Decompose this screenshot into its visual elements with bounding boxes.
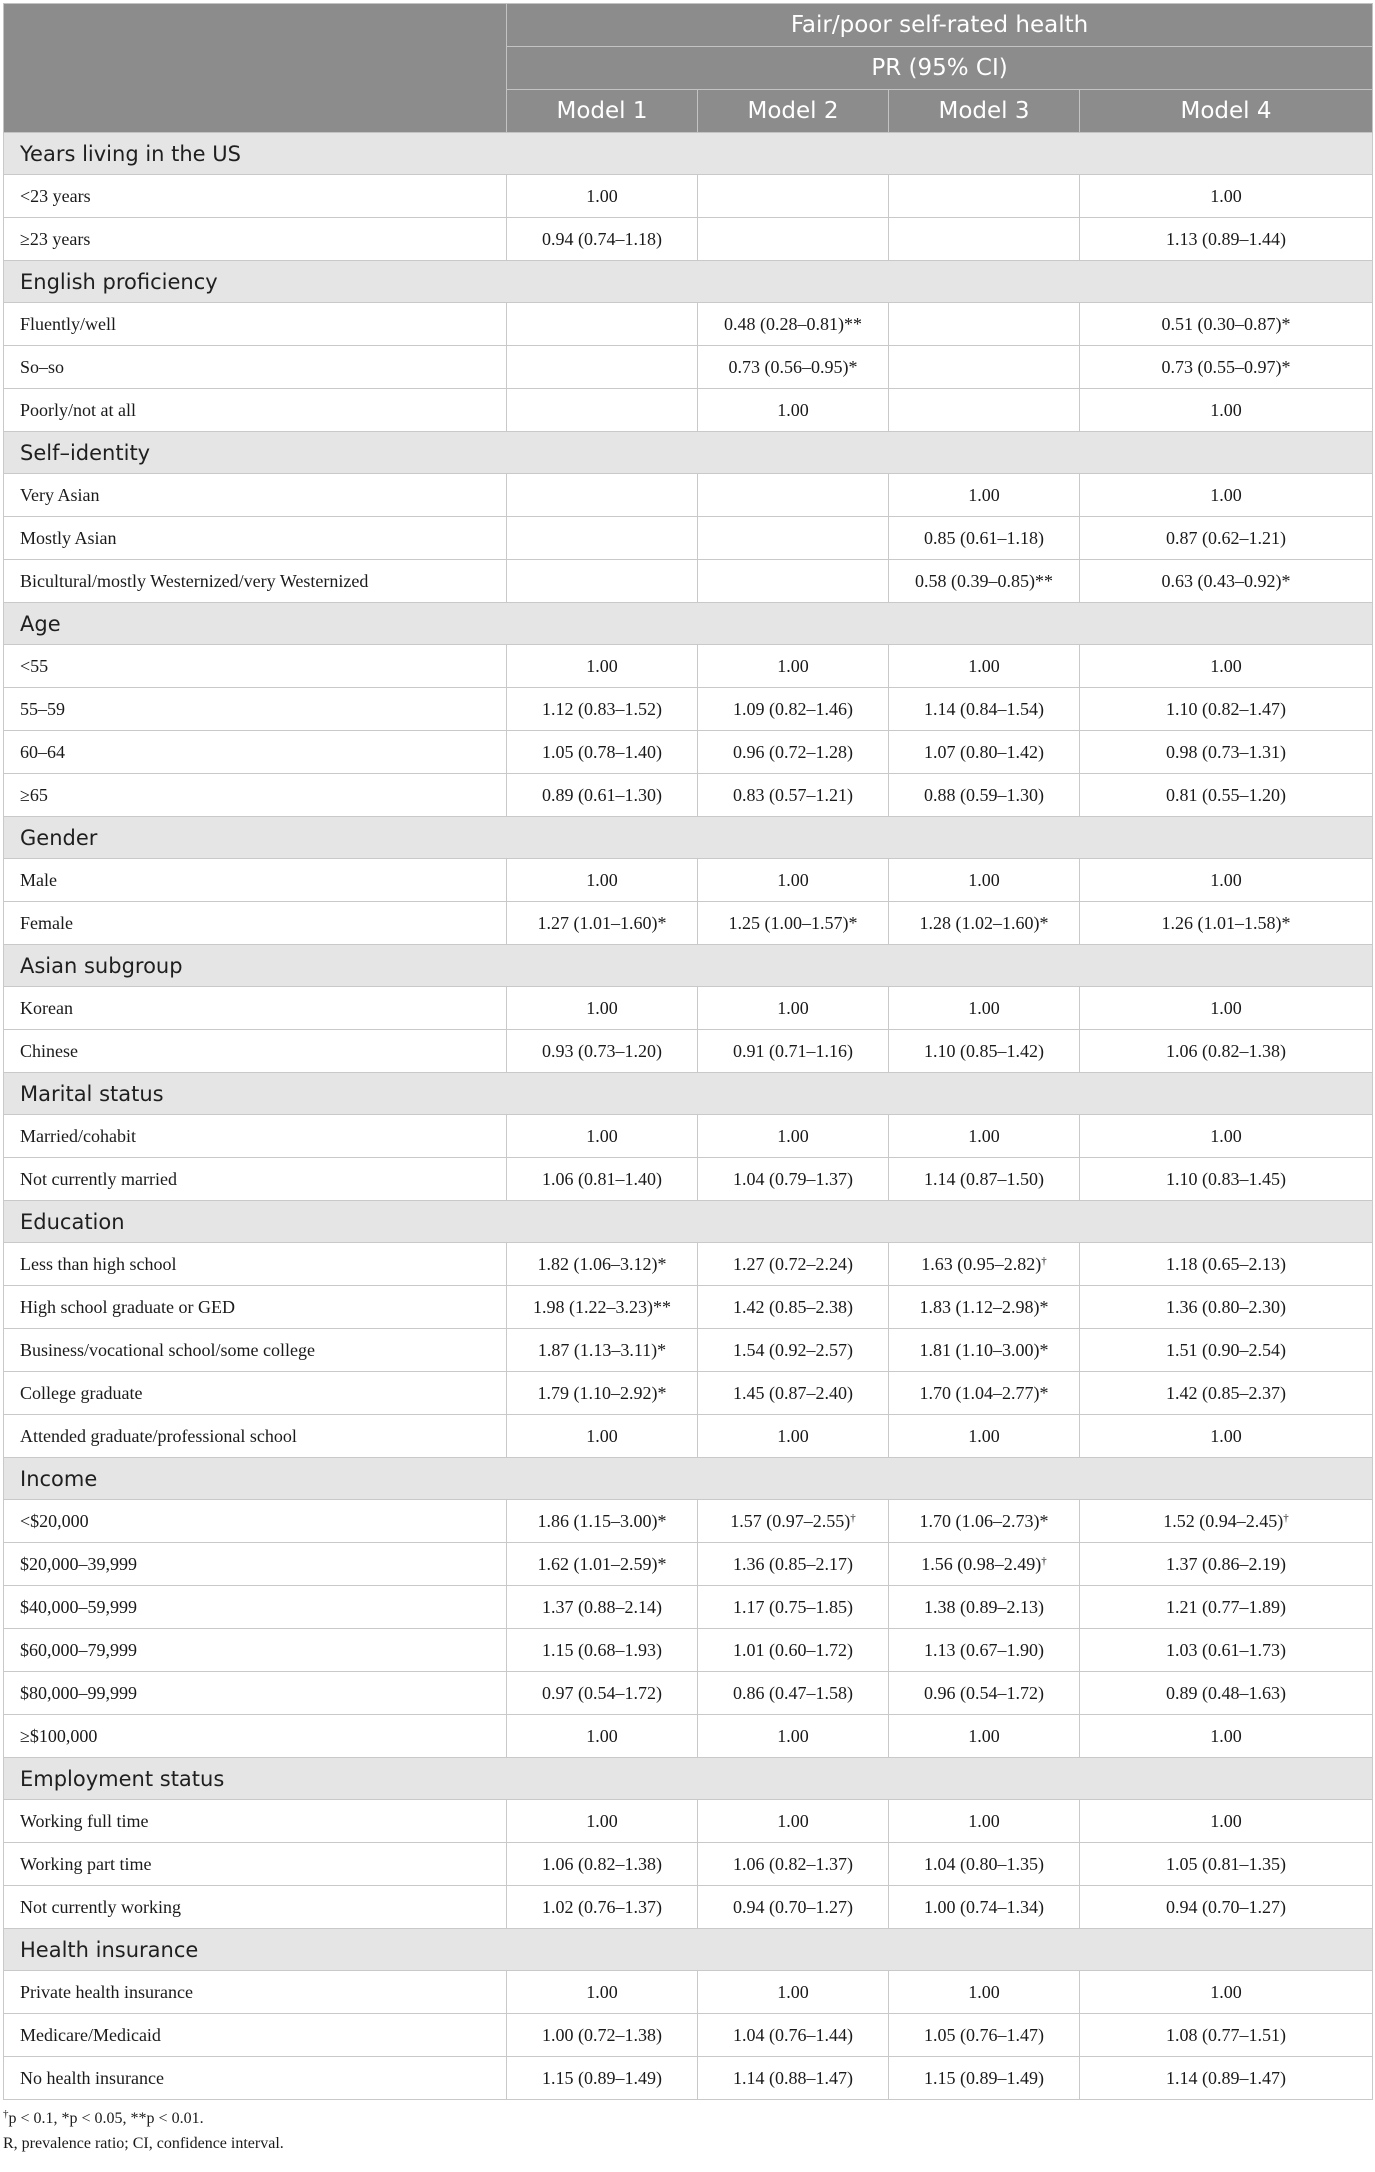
table-row <box>4 1500 1373 1543</box>
cell-model-3: 0.88 (0.59–1.30) <box>889 774 1080 817</box>
cell-model-1: 1.37 (0.88–2.14) <box>507 1586 698 1629</box>
row-label: Not currently working <box>4 1886 507 1929</box>
cell-model-4: 1.13 (0.89–1.44) <box>1080 218 1373 261</box>
cell-model-1: 1.00 <box>507 1800 698 1843</box>
table-row <box>4 1158 1373 1201</box>
section-header-row <box>4 603 1373 645</box>
table-row <box>4 987 1373 1030</box>
cell-model-2: 0.48 (0.28–0.81)** <box>698 303 889 346</box>
footnote-dagger: † <box>3 2108 9 2120</box>
row-label: $60,000–79,999 <box>4 1629 507 1672</box>
cell-model-2: 1.00 <box>698 1415 889 1458</box>
cell-model-1 <box>507 517 698 560</box>
section-header-row <box>4 1758 1373 1800</box>
section-header-row <box>4 1073 1373 1115</box>
cell-model-4: 1.52 (0.94–2.45)† <box>1080 1500 1373 1543</box>
cell-model-3: 1.00 <box>889 1971 1080 2014</box>
section-header-row <box>4 133 1373 175</box>
cell-model-4: 1.00 <box>1080 1115 1373 1158</box>
cell-model-1: 1.06 (0.82–1.38) <box>507 1843 698 1886</box>
cell-model-2: 1.04 (0.76–1.44) <box>698 2014 889 2057</box>
header-title: Fair/poor self-rated health <box>507 4 1373 47</box>
row-label: 60–64 <box>4 731 507 774</box>
row-label: Married/cohabit <box>4 1115 507 1158</box>
cell-model-3: 1.00 <box>889 474 1080 517</box>
table-row <box>4 389 1373 432</box>
cell-model-3: 1.00 <box>889 859 1080 902</box>
cell-model-1: 1.79 (1.10–2.92)* <box>507 1372 698 1415</box>
section-title: Years living in the US <box>4 133 1373 175</box>
cell-model-2: 1.04 (0.79–1.37) <box>698 1158 889 1201</box>
row-label: Less than high school <box>4 1243 507 1286</box>
row-label: <55 <box>4 645 507 688</box>
cell-model-2: 1.00 <box>698 987 889 1030</box>
table-row <box>4 1629 1373 1672</box>
cell-model-3: 1.38 (0.89–2.13) <box>889 1586 1080 1629</box>
cell-model-4: 0.98 (0.73–1.31) <box>1080 731 1373 774</box>
table-row <box>4 517 1373 560</box>
row-label: Attended graduate/professional school <box>4 1415 507 1458</box>
table-row <box>4 1115 1373 1158</box>
cell-model-2: 1.06 (0.82–1.37) <box>698 1843 889 1886</box>
cell-model-4: 1.00 <box>1080 1415 1373 1458</box>
row-label: <23 years <box>4 175 507 218</box>
cell-model-4: 1.00 <box>1080 987 1373 1030</box>
row-label: Fluently/well <box>4 303 507 346</box>
header-model-2: Model 2 <box>698 90 889 133</box>
cell-model-3: 1.15 (0.89–1.49) <box>889 2057 1080 2100</box>
cell-model-1: 1.62 (1.01–2.59)* <box>507 1543 698 1586</box>
cell-model-4: 1.10 (0.82–1.47) <box>1080 688 1373 731</box>
section-title: Age <box>4 603 1373 645</box>
cell-model-3: 0.96 (0.54–1.72) <box>889 1672 1080 1715</box>
cell-model-1: 1.00 <box>507 1715 698 1758</box>
cell-model-2 <box>698 560 889 603</box>
cell-model-3: 1.00 <box>889 987 1080 1030</box>
cell-model-2: 1.00 <box>698 859 889 902</box>
section-header-row <box>4 261 1373 303</box>
cell-model-4: 1.00 <box>1080 175 1373 218</box>
cell-model-2: 1.42 (0.85–2.38) <box>698 1286 889 1329</box>
cell-model-2: 1.57 (0.97–2.55)† <box>698 1500 889 1543</box>
table-row <box>4 774 1373 817</box>
cell-model-2: 1.17 (0.75–1.85) <box>698 1586 889 1629</box>
cell-model-4: 1.21 (0.77–1.89) <box>1080 1586 1373 1629</box>
cell-model-4: 0.63 (0.43–0.92)* <box>1080 560 1373 603</box>
section-title: Marital status <box>4 1073 1373 1115</box>
cell-model-3: 0.58 (0.39–0.85)** <box>889 560 1080 603</box>
cell-model-2: 0.96 (0.72–1.28) <box>698 731 889 774</box>
section-title: Gender <box>4 817 1373 859</box>
cell-model-4: 1.36 (0.80–2.30) <box>1080 1286 1373 1329</box>
cell-model-3: 1.81 (1.10–3.00)* <box>889 1329 1080 1372</box>
cell-model-2 <box>698 218 889 261</box>
table-row <box>4 688 1373 731</box>
cell-model-1 <box>507 346 698 389</box>
cell-model-1: 1.00 (0.72–1.38) <box>507 2014 698 2057</box>
row-label: Working full time <box>4 1800 507 1843</box>
cell-model-3 <box>889 175 1080 218</box>
cell-model-4: 0.87 (0.62–1.21) <box>1080 517 1373 560</box>
table-footnotes <box>3 2106 1372 2156</box>
row-label: ≥$100,000 <box>4 1715 507 1758</box>
cell-model-1: 0.94 (0.74–1.18) <box>507 218 698 261</box>
cell-model-2: 1.54 (0.92–2.57) <box>698 1329 889 1372</box>
footnote-significance: †p < 0.1, *p < 0.05, **p < 0.01. <box>3 2108 204 2127</box>
cell-model-3: 1.05 (0.76–1.47) <box>889 2014 1080 2057</box>
header-model-4: Model 4 <box>1080 90 1373 133</box>
row-label: Business/vocational school/some college <box>4 1329 507 1372</box>
cell-model-4: 1.00 <box>1080 474 1373 517</box>
cell-model-2: 1.36 (0.85–2.17) <box>698 1543 889 1586</box>
cell-model-3: 1.28 (1.02–1.60)* <box>889 902 1080 945</box>
cell-model-3: 1.00 <box>889 1415 1080 1458</box>
table-row <box>4 218 1373 261</box>
cell-model-2 <box>698 175 889 218</box>
section-title: Health insurance <box>4 1929 1373 1971</box>
cell-model-1: 1.06 (0.81–1.40) <box>507 1158 698 1201</box>
cell-model-4: 0.73 (0.55–0.97)* <box>1080 346 1373 389</box>
row-label: 55–59 <box>4 688 507 731</box>
row-label: So–so <box>4 346 507 389</box>
table-header <box>4 4 1373 133</box>
cell-model-3: 1.00 <box>889 1115 1080 1158</box>
table-row <box>4 2014 1373 2057</box>
cell-model-3 <box>889 218 1080 261</box>
cell-model-4: 0.89 (0.48–1.63) <box>1080 1672 1373 1715</box>
cell-model-1 <box>507 389 698 432</box>
table-row <box>4 1843 1373 1886</box>
cell-model-2: 1.00 <box>698 1715 889 1758</box>
table-row <box>4 474 1373 517</box>
cell-model-3: 1.70 (1.04–2.77)* <box>889 1372 1080 1415</box>
section-title: Employment status <box>4 1758 1373 1800</box>
cell-model-3: 1.63 (0.95–2.82)† <box>889 1243 1080 1286</box>
cell-model-1: 1.02 (0.76–1.37) <box>507 1886 698 1929</box>
header-blank-cell <box>4 4 507 133</box>
cell-model-1: 1.00 <box>507 859 698 902</box>
row-label: High school graduate or GED <box>4 1286 507 1329</box>
cell-model-1: 1.87 (1.13–3.11)* <box>507 1329 698 1372</box>
table-row <box>4 1715 1373 1758</box>
table-row <box>4 1286 1373 1329</box>
cell-model-3: 1.00 <box>889 1715 1080 1758</box>
cell-model-3: 1.00 (0.74–1.34) <box>889 1886 1080 1929</box>
cell-model-1: 1.12 (0.83–1.52) <box>507 688 698 731</box>
row-label: Medicare/Medicaid <box>4 2014 507 2057</box>
cell-model-1: 1.82 (1.06–3.12)* <box>507 1243 698 1286</box>
table-row <box>4 1030 1373 1073</box>
cell-model-1 <box>507 560 698 603</box>
table-row <box>4 1672 1373 1715</box>
row-label: Korean <box>4 987 507 1030</box>
cell-model-2: 1.27 (0.72–2.24) <box>698 1243 889 1286</box>
table-row <box>4 560 1373 603</box>
cell-model-2: 0.94 (0.70–1.27) <box>698 1886 889 1929</box>
cell-model-1: 1.00 <box>507 987 698 1030</box>
cell-model-1: 0.97 (0.54–1.72) <box>507 1672 698 1715</box>
cell-model-4: 0.94 (0.70–1.27) <box>1080 1886 1373 1929</box>
table-row <box>4 175 1373 218</box>
cell-model-4: 1.00 <box>1080 1971 1373 2014</box>
table-row <box>4 1329 1373 1372</box>
cell-model-4: 1.03 (0.61–1.73) <box>1080 1629 1373 1672</box>
cell-model-2 <box>698 474 889 517</box>
cell-model-2: 1.00 <box>698 1800 889 1843</box>
cell-model-4: 1.51 (0.90–2.54) <box>1080 1329 1373 1372</box>
cell-model-3: 1.10 (0.85–1.42) <box>889 1030 1080 1073</box>
table-row <box>4 1543 1373 1586</box>
cell-model-2: 1.00 <box>698 1971 889 2014</box>
cell-model-4: 1.00 <box>1080 645 1373 688</box>
cell-model-2 <box>698 517 889 560</box>
table-row <box>4 1243 1373 1286</box>
row-label: $40,000–59,999 <box>4 1586 507 1629</box>
cell-model-4: 1.00 <box>1080 1800 1373 1843</box>
cell-model-4: 1.00 <box>1080 859 1373 902</box>
cell-model-2: 1.00 <box>698 389 889 432</box>
row-label: Private health insurance <box>4 1971 507 2014</box>
cell-model-1: 1.05 (0.78–1.40) <box>507 731 698 774</box>
row-label: ≥65 <box>4 774 507 817</box>
table-row <box>4 1971 1373 2014</box>
header-model-3: Model 3 <box>889 90 1080 133</box>
row-label: Female <box>4 902 507 945</box>
cell-model-4: 1.10 (0.83–1.45) <box>1080 1158 1373 1201</box>
section-title: Asian subgroup <box>4 945 1373 987</box>
cell-model-3: 1.00 <box>889 645 1080 688</box>
row-label: $80,000–99,999 <box>4 1672 507 1715</box>
row-label: College graduate <box>4 1372 507 1415</box>
cell-model-3: 1.14 (0.84–1.54) <box>889 688 1080 731</box>
row-label: Working part time <box>4 1843 507 1886</box>
cell-model-4: 1.05 (0.81–1.35) <box>1080 1843 1373 1886</box>
section-title: Income <box>4 1458 1373 1500</box>
cell-model-3 <box>889 303 1080 346</box>
section-header-row <box>4 817 1373 859</box>
cell-model-1: 1.00 <box>507 175 698 218</box>
row-label: Male <box>4 859 507 902</box>
cell-model-1: 1.00 <box>507 645 698 688</box>
cell-model-4: 1.42 (0.85–2.37) <box>1080 1372 1373 1415</box>
cell-model-2: 0.86 (0.47–1.58) <box>698 1672 889 1715</box>
row-label: Very Asian <box>4 474 507 517</box>
section-title: Education <box>4 1201 1373 1243</box>
table-row <box>4 303 1373 346</box>
table-row <box>4 859 1373 902</box>
table-row <box>4 346 1373 389</box>
cell-model-2: 1.45 (0.87–2.40) <box>698 1372 889 1415</box>
cell-model-3: 0.85 (0.61–1.18) <box>889 517 1080 560</box>
section-header-row <box>4 1458 1373 1500</box>
cell-model-3: 1.56 (0.98–2.49)† <box>889 1543 1080 1586</box>
cell-model-3: 1.83 (1.12–2.98)* <box>889 1286 1080 1329</box>
table-container <box>3 3 1372 2156</box>
cell-model-2: 0.91 (0.71–1.16) <box>698 1030 889 1073</box>
cell-model-4: 1.08 (0.77–1.51) <box>1080 2014 1373 2057</box>
row-label: $20,000–39,999 <box>4 1543 507 1586</box>
cell-model-1: 1.98 (1.22–3.23)** <box>507 1286 698 1329</box>
section-title: English proficiency <box>4 261 1373 303</box>
section-header-row <box>4 432 1373 474</box>
cell-model-1: 0.89 (0.61–1.30) <box>507 774 698 817</box>
table-row <box>4 1886 1373 1929</box>
cell-model-1: 1.15 (0.68–1.93) <box>507 1629 698 1672</box>
table-row <box>4 1800 1373 1843</box>
section-title: Self–identity <box>4 432 1373 474</box>
cell-model-3: 1.07 (0.80–1.42) <box>889 731 1080 774</box>
row-label: Poorly/not at all <box>4 389 507 432</box>
section-header-row <box>4 1929 1373 1971</box>
table-row <box>4 645 1373 688</box>
cell-model-3: 1.14 (0.87–1.50) <box>889 1158 1080 1201</box>
cell-model-3: 1.13 (0.67–1.90) <box>889 1629 1080 1672</box>
cell-model-1 <box>507 474 698 517</box>
table-row <box>4 1586 1373 1629</box>
cell-model-2: 0.73 (0.56–0.95)* <box>698 346 889 389</box>
cell-model-3: 1.04 (0.80–1.35) <box>889 1843 1080 1886</box>
table-row <box>4 731 1373 774</box>
cell-model-4: 1.26 (1.01–1.58)* <box>1080 902 1373 945</box>
footnote-abbreviations: R, prevalence ratio; CI, confidence interval. <box>3 2135 284 2152</box>
cell-model-2: 0.83 (0.57–1.21) <box>698 774 889 817</box>
cell-model-4: 1.06 (0.82–1.38) <box>1080 1030 1373 1073</box>
cell-model-3 <box>889 389 1080 432</box>
cell-model-1: 1.15 (0.89–1.49) <box>507 2057 698 2100</box>
row-label: <$20,000 <box>4 1500 507 1543</box>
cell-model-1: 1.27 (1.01–1.60)* <box>507 902 698 945</box>
cell-model-4: 0.81 (0.55–1.20) <box>1080 774 1373 817</box>
cell-model-1: 1.00 <box>507 1415 698 1458</box>
table-row <box>4 1415 1373 1458</box>
table-body <box>4 133 1373 2100</box>
header-subtitle: PR (95% CI) <box>507 47 1373 90</box>
cell-model-1: 0.93 (0.73–1.20) <box>507 1030 698 1073</box>
cell-model-1: 1.00 <box>507 1971 698 2014</box>
cell-model-4: 1.18 (0.65–2.13) <box>1080 1243 1373 1286</box>
cell-model-2: 1.09 (0.82–1.46) <box>698 688 889 731</box>
cell-model-3: 1.70 (1.06–2.73)* <box>889 1500 1080 1543</box>
row-label: Bicultural/mostly Westernized/very Westernized <box>4 560 507 603</box>
cell-model-1: 1.00 <box>507 1115 698 1158</box>
cell-model-4: 1.14 (0.89–1.47) <box>1080 2057 1373 2100</box>
cell-model-4: 1.00 <box>1080 389 1373 432</box>
cell-model-1: 1.86 (1.15–3.00)* <box>507 1500 698 1543</box>
cell-model-2: 1.00 <box>698 645 889 688</box>
cell-model-2: 1.01 (0.60–1.72) <box>698 1629 889 1672</box>
cell-model-4: 0.51 (0.30–0.87)* <box>1080 303 1373 346</box>
cell-model-4: 1.00 <box>1080 1715 1373 1758</box>
cell-model-2: 1.14 (0.88–1.47) <box>698 2057 889 2100</box>
section-header-row <box>4 1201 1373 1243</box>
row-label: No health insurance <box>4 2057 507 2100</box>
cell-model-3: 1.00 <box>889 1800 1080 1843</box>
row-label: Chinese <box>4 1030 507 1073</box>
table-row <box>4 902 1373 945</box>
table-row <box>4 2057 1373 2100</box>
section-header-row <box>4 945 1373 987</box>
cell-model-2: 1.25 (1.00–1.57)* <box>698 902 889 945</box>
results-table <box>3 3 1373 2100</box>
table-row <box>4 1372 1373 1415</box>
header-model-1: Model 1 <box>507 90 698 133</box>
cell-model-1 <box>507 303 698 346</box>
row-label: Mostly Asian <box>4 517 507 560</box>
cell-model-3 <box>889 346 1080 389</box>
row-label: ≥23 years <box>4 218 507 261</box>
row-label: Not currently married <box>4 1158 507 1201</box>
cell-model-4: 1.37 (0.86–2.19) <box>1080 1543 1373 1586</box>
cell-model-2: 1.00 <box>698 1115 889 1158</box>
